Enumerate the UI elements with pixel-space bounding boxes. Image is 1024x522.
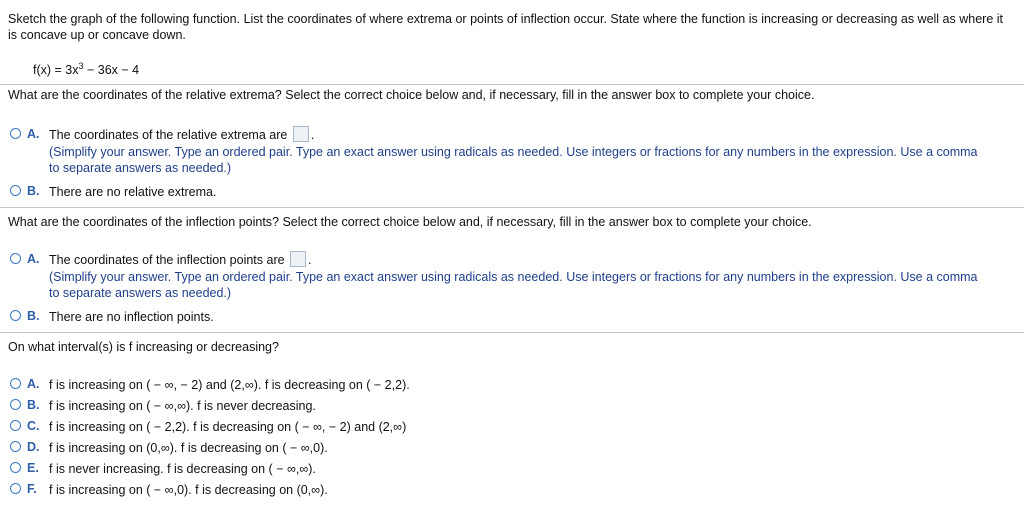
radio-button[interactable]	[10, 128, 21, 139]
function-expression	[33, 61, 139, 79]
radio-button[interactable]	[10, 185, 21, 196]
q3-option-c[interactable]	[10, 419, 406, 435]
q2-option-a[interactable]: A. The coordinates of the inflection points are . (Simplify your answer. Type an ordered pair. Type an exact answer using radicals as needed. Use integers or fractions for any numbers in the expression. Use a comma to separate answers as needed.)	[10, 252, 979, 301]
problem-intro: Sketch the graph of the following function. List the coordinates of where extrema or points of inflection occur. State where the function is increasing or decreasing as well as where it is concave up or concave down.	[8, 12, 1003, 42]
option-text: There are no relative extrema.	[49, 185, 217, 199]
radio-button[interactable]	[10, 399, 21, 410]
q3-option-e[interactable]	[10, 461, 316, 477]
radio-button[interactable]	[10, 441, 21, 452]
option-text: f is increasing on ( − ∞,0). f is decreasing on (0,∞).	[49, 483, 328, 497]
option-letter: C.	[27, 419, 40, 433]
radio-button[interactable]	[10, 378, 21, 389]
function-prefix: f(x) = 3x	[33, 63, 79, 77]
question-relative-extrema: What are the coordinates of the relative extrema? Select the correct choice below and, if necessary, fill in the answer box to complete your choice.	[8, 88, 815, 102]
q3-option-d[interactable]	[10, 440, 328, 456]
radio-button[interactable]	[10, 462, 21, 473]
option-letter: B.	[27, 398, 40, 412]
function-exponent: 3	[78, 60, 84, 71]
radio-button[interactable]	[10, 483, 21, 494]
option-letter: A.	[27, 252, 40, 266]
option-letter: B.	[27, 184, 40, 198]
option-text: The coordinates of the relative extrema are	[49, 128, 288, 142]
answer-input-box[interactable]	[290, 251, 306, 267]
q1-option-a[interactable]: A. The coordinates of the relative extrema are . (Simplify your answer. Type an ordered pair. Type an exact answer using radicals as needed. Use integers or fractions for any numbers in the expression. Use a comma to separate answers as needed.)	[10, 127, 979, 176]
divider	[0, 84, 1024, 85]
option-letter: A.	[27, 377, 40, 391]
option-text: f is never increasing. f is decreasing on ( − ∞,∞).	[49, 462, 316, 476]
q3-option-a[interactable]	[10, 377, 410, 393]
divider	[0, 332, 1024, 333]
q3-option-b[interactable]	[10, 398, 316, 414]
answer-input-box[interactable]	[293, 126, 309, 142]
option-letter: D.	[27, 440, 40, 454]
q1-option-b[interactable]	[10, 184, 216, 200]
question-inflection-points: What are the coordinates of the inflection points? Select the correct choice below and, if necessary, fill in the answer box to complete your choice.	[8, 215, 812, 229]
radio-button[interactable]	[10, 253, 21, 264]
option-text: f is increasing on ( − ∞, − 2) and (2,∞). f is decreasing on ( − 2,2).	[49, 378, 410, 392]
option-text: f is increasing on (0,∞). f is decreasing on ( − ∞,0).	[49, 441, 328, 455]
function-suffix: − 36x − 4	[83, 63, 140, 77]
option-letter: E.	[27, 461, 39, 475]
option-letter: A.	[27, 127, 40, 141]
option-text: The coordinates of the inflection points are	[49, 253, 285, 267]
divider	[0, 207, 1024, 208]
option-letter: F.	[27, 482, 37, 496]
option-letter: B.	[27, 309, 40, 323]
q3-option-f[interactable]	[10, 482, 328, 498]
option-text: f is increasing on ( − 2,2). f is decreasing on ( − ∞, − 2) and (2,∞)	[49, 420, 407, 434]
answer-hint: (Simplify your answer. Type an ordered pair. Type an exact answer using radicals as needed. Use integers or fractions for any numbers in the expression. Use a comma to separate answers as needed.)	[49, 144, 978, 175]
question-intervals: On what interval(s) is f increasing or decreasing?	[8, 340, 279, 354]
radio-button[interactable]	[10, 310, 21, 321]
q2-option-b[interactable]	[10, 309, 214, 325]
option-text: There are no inflection points.	[49, 310, 214, 324]
radio-button[interactable]	[10, 420, 21, 431]
answer-hint: (Simplify your answer. Type an ordered pair. Type an exact answer using radicals as needed. Use integers or fractions for any numbers in the expression. Use a comma to separate answers as needed.)	[49, 269, 978, 300]
option-text: f is increasing on ( − ∞,∞). f is never decreasing.	[49, 399, 316, 413]
